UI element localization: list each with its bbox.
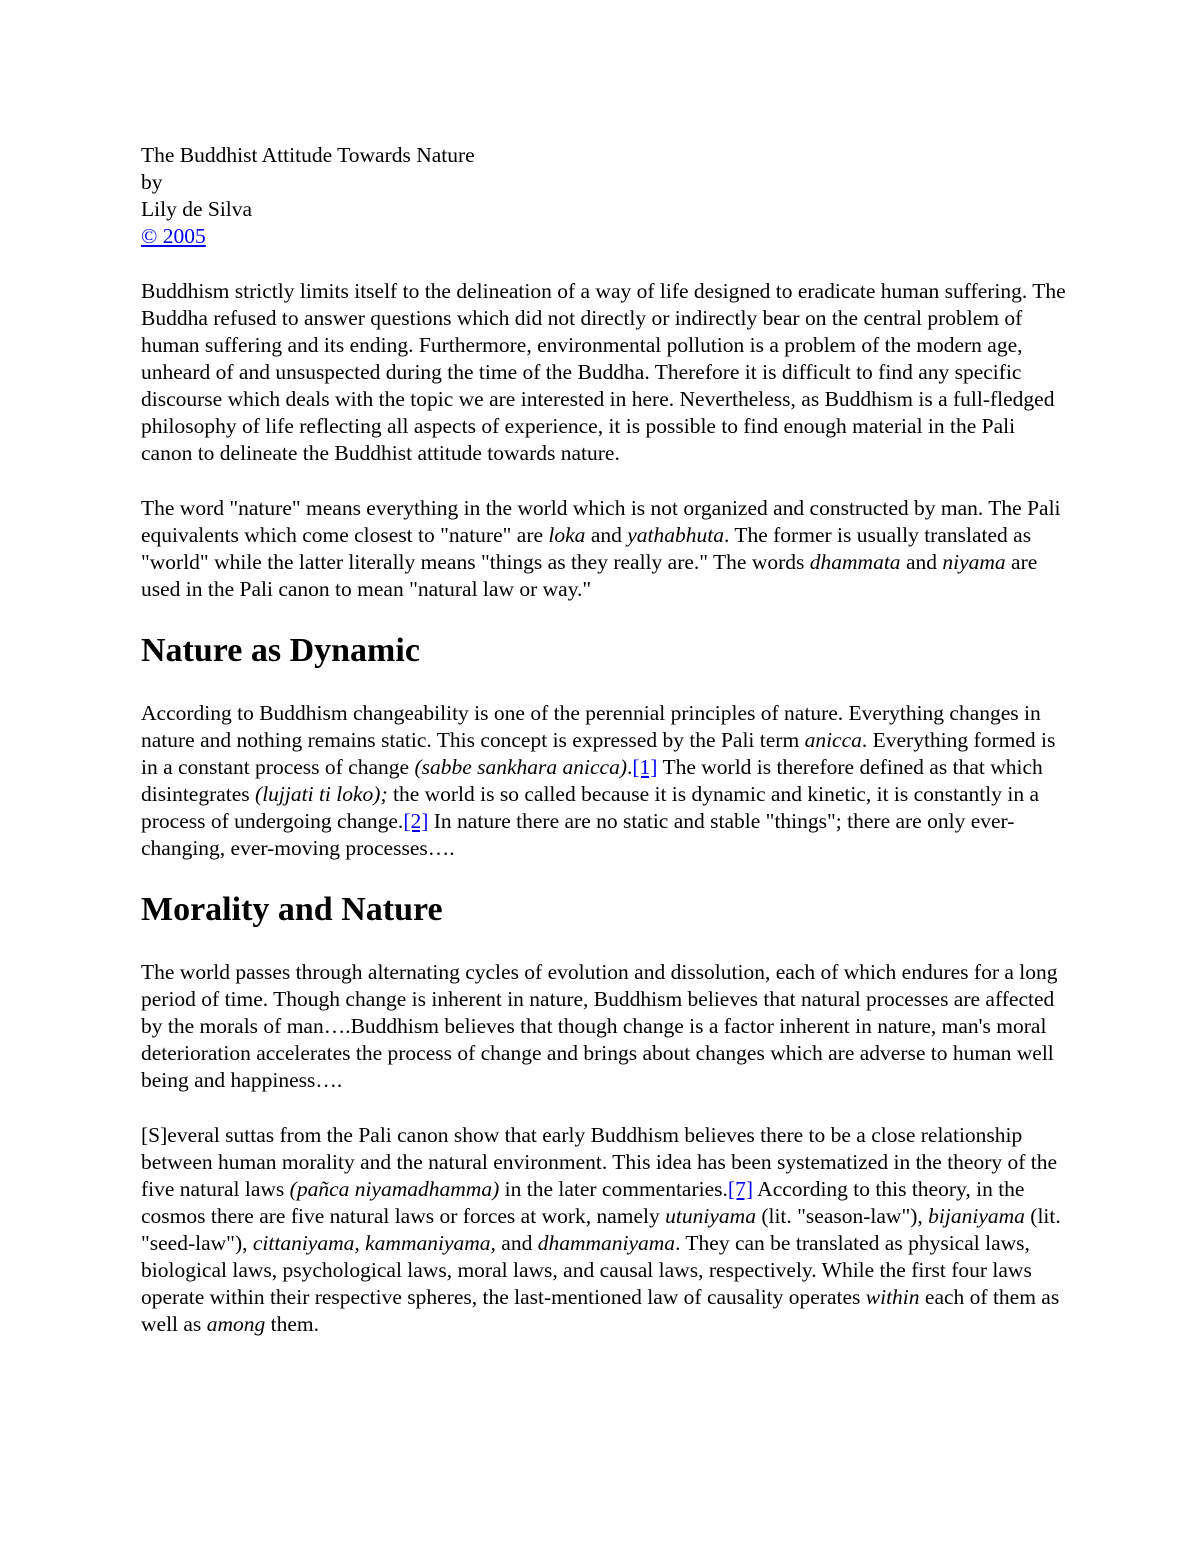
section-heading-nature-as-dynamic: Nature as Dynamic [141,632,420,669]
emphasis-within: within [865,1285,920,1309]
term-niyama: niyama [942,550,1006,574]
term-sabbe-sankhara-anicca: (sabbe sankhara anicca) [414,755,628,779]
byline-by: by [141,170,163,194]
footnote-link-2[interactable]: [2] [403,809,429,833]
section2-paragraph-1: The world passes through alternating cycles of evolution and dissolution, each of which endures for a long period of time. Though change is inherent in nature, Buddhism believes that natural processes are affected by the morals of man….Buddhism believes that though change is a factor inherent in nature, man's moral deterioration accelerates the process of change and brings about changes which are adverse to human well being and happiness…. [141,960,1058,1092]
term-utuniyama: utuniyama [665,1204,756,1228]
intro-paragraph-1: Buddhism strictly limits itself to the delineation of a way of life designed to eradicate human suffering. The Buddha refused to answer questions which did not directly or indirectly bear on the central problem of human suffering and its ending. Furthermore, environmental pollution is a problem of the modern age, unheard of and unsuspected during the time of the Buddha. Therefore it is difficult to find any specific discourse which deals with the topic we are interested in here. Nevertheless, as Buddhism is a full-fledged philosophy of life reflecting all aspects of experience, it is possible to find enough material in the Pali canon to delineate the Buddhist attitude towards nature. [141,279,1066,465]
document-header [141,142,1071,250]
term-dhammaniyama: dhammaniyama [537,1231,676,1255]
emphasis-among: among [206,1312,266,1336]
term-lujjati-ti-loko: (lujjati ti loko); [255,782,388,806]
copyright-link[interactable]: © 2005 [141,224,206,248]
footnote-link-1[interactable]: [1] [632,755,658,779]
section-heading-morality-and-nature: Morality and Nature [141,891,443,928]
intro-paragraph-2: The word "nature" means everything in the world which is not organized and constructed by man. The Pali equivalents which come closest to "nature" are loka and yathabhuta. The former is usually translated as "world" while the latter literally means "things as they really are." The words dhammata and niyama are used in the Pali canon to mean "natural law or way." [141,496,1061,601]
section2-paragraph-2: [S]everal suttas from the Pali canon show that early Buddhism believes there to be a close relationship between human morality and the natural environment. This idea has been systematized in the theory of the five natural laws (pañca niyamadhamma) in the later commentaries.[7] According to this theory, in the cosmos there are five natural laws or forces at work, namely utuniyama (lit. "season-law"), bijaniyama (lit. "seed-law"), cittaniyama, kammaniyama, and dhammaniyama. They can be translated as physical laws, biological laws, psychological laws, moral laws, and causal laws, respectively. While the first four laws operate within their respective spheres, the last-mentioned law of causality operates within each of them as well as among them. [141,1123,1061,1336]
term-dhammata: dhammata [809,550,901,574]
term-anicca: anicca [804,728,862,752]
author-name: Lily de Silva [141,197,253,221]
document-page [141,142,1071,1338]
term-loka: loka [548,523,586,547]
term-yathabhuta: yathabhuta [627,523,724,547]
term-cittaniyama-kammaniyama: cittaniyama, kammaniyama, [252,1231,496,1255]
footnote-link-7[interactable]: [7] [727,1177,753,1201]
term-bijaniyama: bijaniyama [928,1204,1025,1228]
term-panca-niyamadhamma: (pañca niyamadhamma) [289,1177,500,1201]
section1-paragraph-1: According to Buddhism changeability is one of the perennial principles of nature. Everything changes in nature and nothing remains static. This concept is expressed by the Pali term anicca. Everything formed is in a constant process of change (sabbe sankhara anicca).[1] The world is therefore defined as that which disintegrates (lujjati ti loko); the world is so called because it is dynamic and kinetic, it is constantly in a process of undergoing change.[2] In nature there are no static and stable "things"; there are only ever-changing, ever-moving processes…. [141,701,1056,860]
document-title: The Buddhist Attitude Towards Nature [141,143,475,167]
